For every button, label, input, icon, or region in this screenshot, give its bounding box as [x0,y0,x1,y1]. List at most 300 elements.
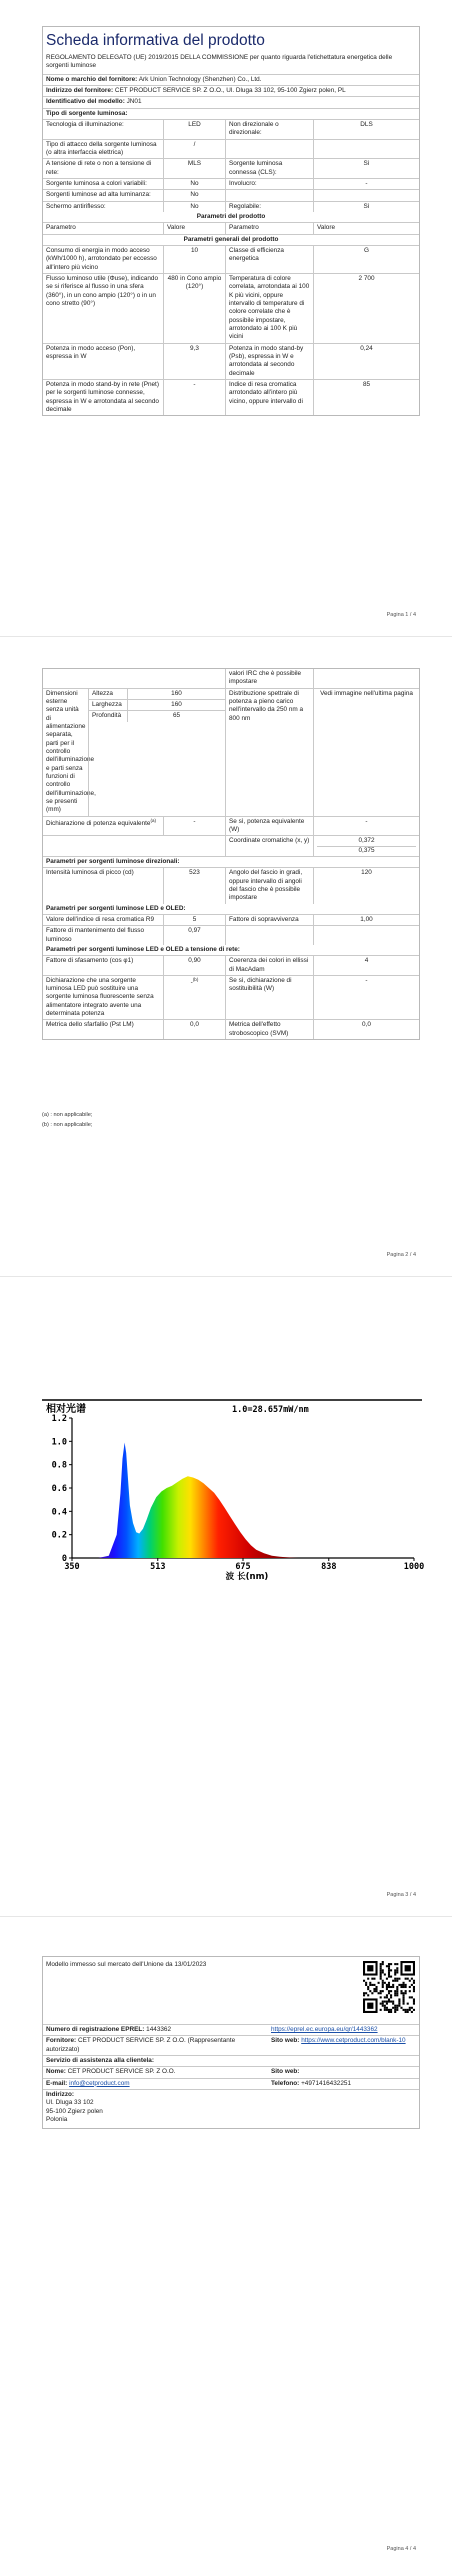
qr-module [382,2001,384,2003]
qr-module [405,1984,407,1986]
qr-module [363,1980,365,1982]
qr-module [386,1978,388,1980]
web-link[interactable]: https://www.cetproduct.com/blank-10 [301,2037,406,2045]
params-header: Parametri del prodotto [43,212,419,222]
cell-text: Angolo del fascio in gradi, oppure intervallo di angoli del fascio che è possibile impostare [229,869,303,902]
qr-module [396,1969,398,1971]
param-row [43,274,419,344]
dimension-value: 160 [127,700,225,710]
address-value: CET PRODUCT SERVICE SP. Z O.O., Ul. Dluga 33 102, 95-100 Zgierz polen, PL [114,87,346,95]
qr-module [388,1971,390,1973]
param-label-l2 [225,179,313,189]
address-block-label: Indirizzo: [46,2090,75,2098]
cell-text: 0,0 [362,1021,371,1029]
qr-module [388,1998,390,2000]
dimension-name: Altezza [92,689,113,697]
qr-module [392,1986,394,1988]
qr-module [403,1996,405,1998]
param-value-v1 [163,926,225,945]
qr-module [388,1986,390,1988]
cell-text: Metrica dello sfarfallio (Pst LM) [46,1021,134,1029]
params-colhead-row [43,223,419,234]
page-number-2: Pagina 2 / 4 [386,1252,416,1258]
qr-module [396,1967,398,1969]
qr-module [390,2009,392,2011]
param-row [43,159,419,179]
param-value-v2 [313,344,419,379]
cell-text: No [190,191,199,199]
param-label-l2 [225,140,313,159]
qr-module [380,1973,382,1975]
equiv-r-label: Se sì, potenza equivalente (W) [225,817,313,836]
cell-text: 5 [192,915,197,923]
param-value-v2 [313,976,419,1020]
qr-module [407,1978,409,1980]
qr-module [386,2009,388,2011]
x-tick-label: 1000 [403,1562,425,1572]
qr-module [398,1978,400,1980]
param-value-v1 [163,915,225,925]
market-text: Modello immesso sul mercato dell'Unione da 13/01/2023 [46,1961,207,1968]
qr-module [384,1982,386,1984]
qr-module [396,1963,398,1965]
param-value-v1 [163,202,225,212]
qr-module [413,2003,415,2005]
y-tick-label: 0 [61,1554,67,1564]
param-value-v2 [313,380,419,415]
qr-module [371,1984,373,1986]
qr-module [394,1973,396,1975]
qr-module [407,2011,409,2013]
qr-module [380,2003,382,2005]
param-value-v2 [313,956,419,975]
param-value-v2 [313,179,419,189]
qr-module [390,1969,392,1971]
cont-row [43,669,419,689]
chroma-label: Coordinate cromatiche (x, y) [225,836,313,856]
eprel-link[interactable]: https://eprel.ec.europa.eu/qr/1443362 [271,2026,378,2033]
qr-module [378,1992,380,1994]
dimension-value: 160 [127,689,225,699]
qr-module [388,1969,390,1971]
qr-module [367,1994,369,1996]
param-row [43,202,419,212]
qr-module [394,2007,396,2009]
qr-module [411,1978,413,1980]
cell-text: Classe di efficienza energetica [229,247,284,263]
cell-text: 1,00 [360,915,373,923]
spectrum-chart [42,1400,425,1582]
cell-text: 0,90 [188,957,201,965]
phone-value: +4971416432251 [301,2079,351,2087]
type-rows [43,120,419,212]
model-row [43,97,419,108]
cell-text: Fattore di sopravvivenza [229,915,299,923]
param-row [43,926,419,945]
qr-module [413,1980,415,1982]
qr-module [411,2007,413,2009]
qr-module [394,1990,396,1992]
qr-module [413,1988,415,1990]
qr-module [403,1992,405,1994]
spectral-value: Vedi immagine nell'ultima pagina [313,689,419,816]
chroma-row [43,836,419,857]
qr-module [413,2001,415,2003]
qr-module [405,2009,407,2011]
cell-text: 4 [364,957,369,965]
param-value-v2 [313,120,419,139]
qr-module [380,1971,382,1973]
address-row [43,86,419,97]
cell-text: Non direzionale o direzionale: [229,121,279,137]
qr-module [382,1986,384,1988]
param-label-l2 [225,246,313,273]
qr-module [398,2001,400,2003]
y-tick-label: 0.4 [51,1507,67,1518]
qr-module [367,1965,373,1971]
general-header-row [43,235,419,246]
header-block [43,27,419,75]
qr-module [369,1990,371,1992]
qr-module [388,1976,390,1978]
brand-label: Nome o marchio del fornitore: [46,75,138,83]
param-value-v1 [163,868,225,903]
qr-module [382,1961,384,1963]
qr-module [405,1990,407,1992]
param-label-l1 [43,120,163,139]
param-label-l2 [225,380,313,415]
email-label: E-mail: [46,2079,68,2087]
qr-module [388,1992,390,1994]
param-label-l2 [225,868,313,903]
cell-text: LED [188,121,201,129]
x-tick-label: 350 [64,1562,80,1572]
qr-module [382,2003,384,2005]
cell-text: Metrica dell'effetto stroboscopico (SVM) [229,1021,289,1037]
page-number-4: Pagina 4 / 4 [386,2546,416,2552]
qr-module [403,1982,405,1984]
type-label: Tipo di sorgente luminosa: [46,109,128,117]
param-label-l1 [43,140,163,159]
param-value-v1 [163,159,225,178]
qr-module [363,1992,365,1994]
qr-module [392,2001,394,2003]
dimension-row [89,700,225,711]
col-value-1: Valore [163,223,225,233]
qr-module [394,1969,396,1971]
service-header-row [43,2056,419,2067]
param-value-v1 [163,246,225,273]
param-label-l2 [225,120,313,139]
type-header-row [43,109,419,120]
page-number-1: Pagina 1 / 4 [386,612,416,618]
qr-module [409,1980,411,1982]
qr-module [386,2007,388,2009]
cell-text: Valore dell'indice di resa cromatica R9 [46,915,155,923]
qr-module [400,1992,402,1994]
page-2 [0,640,452,1272]
cell-text: Flusso luminoso utile (Φuse), indicando se si riferisce al flusso in una sfera (360°), in un cono ampio (120°) o in un cono stretto (90°) [46,275,159,308]
cell-text: No [190,202,199,210]
eprel-row [43,2025,419,2036]
led-rows [43,915,419,945]
qr-module [371,1978,373,1980]
general-rows [43,246,419,415]
cell-text: G [364,247,369,255]
cell-sup: (b) [192,976,199,982]
name-value: CET PRODUCT SERVICE SP. Z O.O. [67,2068,176,2076]
qr-module [386,2003,388,2005]
qr-module [407,2003,409,2005]
qr-module [380,2009,382,2011]
footnote-b: (b) : non applicabile; [42,1122,93,1128]
qr-module [396,1992,398,1994]
qr-module [367,1978,369,1980]
model-value: JN01 [126,98,142,106]
param-value-v2 [313,202,419,212]
qr-module [384,2009,386,2011]
y-tick-label: 0.2 [51,1530,67,1541]
param-row [43,140,419,160]
general-header: Parametri generali del prodotto [43,235,419,245]
market-row [43,1957,419,2025]
param-row [43,179,419,190]
qr-module [382,1984,384,1986]
brand-value: Ark Union Technology (Shenzhen) Co., Ltd. [138,75,262,83]
qr-module [378,1982,380,1984]
chart-annotation: 1.0=28.657mW/nm [232,1405,309,1415]
x-axis-label: 波 长(nm) [225,1572,269,1582]
param-label-l1 [43,159,163,178]
qr-module [394,2011,396,2013]
param-row [43,976,419,1021]
cell-text: 85 [362,380,371,388]
qr-module [398,2003,400,2005]
cell-text: No [190,180,199,188]
qr-module [384,1996,386,1998]
qr-module [380,1963,382,1965]
supplier-value: CET PRODUCT SERVICE SP. Z O.O. (Rappresentante autorizzato) [46,2037,236,2053]
cell-text: 2 700 [358,275,375,283]
cell-text: Sì [363,160,370,168]
qr-module [375,1990,377,1992]
page-number-3: Pagina 3 / 4 [386,1892,416,1898]
param-value-v2 [313,868,419,903]
qr-module [386,1996,388,1998]
param-value-v2 [313,190,419,200]
param-label-l1 [43,1020,163,1039]
qr-module [371,1992,373,1994]
cell-text: Tipo di attacco della sorgente luminosa (o altra interfaccia elettrica) [46,140,157,157]
param-value-v2 [313,140,419,159]
qr-module [380,1967,382,1969]
qr-module [384,1973,386,1975]
x-tick-label: 675 [235,1562,251,1572]
cell-text: Involucro: [229,180,257,188]
cell-text: Sorgente luminosa connessa (CLS): [229,160,283,176]
qr-module [388,2001,390,2003]
qr-module [411,1996,413,1998]
qr-module [409,2007,411,2009]
qr-module [394,1980,396,1982]
dir-header-row [43,857,419,868]
equiv-value: - [163,817,225,836]
chroma-x: 0,372 [358,837,375,845]
page-title: Scheda informativa del prodotto [46,32,265,49]
qr-module [403,2003,405,2005]
qr-module [413,1982,415,1984]
param-label-l2 [225,915,313,925]
footnote-a: (a) : non applicabile; [42,1112,93,1118]
qr-module [409,1986,411,1988]
qr-module [413,1990,415,1992]
address-label: Indirizzo del fornitore: [46,87,114,95]
cell-text: Potenza in modo stand-by in rete (Pnet) per le sorgenti luminose connesse, espressa in W e arrotondata al secondo decimale [46,380,159,413]
qr-module [363,1994,365,1996]
param-value-v2 [313,926,419,945]
qr-module [394,1978,396,1980]
model-label: Identificativo del modello: [46,98,125,106]
email-link[interactable]: info@cetproduct.com [69,2079,130,2087]
cell-text: Sì [363,202,370,210]
qr-module [392,2003,394,2005]
qr-module [398,2005,400,2007]
cell-text: - [190,978,193,986]
cell-text: Consumo di energia in modo acceso (kWh/1000 h), arrotondato per eccesso all'intero più vicino [46,247,157,271]
qr-module [396,1986,398,1988]
qr-module [369,1982,371,1984]
qr-module [396,1980,398,1982]
param-label-l1 [43,246,163,273]
qr-module [396,1971,398,1973]
param-label-l1 [43,380,163,415]
qr-module [380,1969,382,1971]
qr-module [382,1963,384,1965]
cell-text: Temperatura di colore correlata, arrotondata ai 100 K più vicini, oppure intervallo di temperature di colore correlate che è possibile impostare, arrotondato ai 100 K più vicini [229,275,310,341]
qr-module [396,1978,398,1980]
cell-text: Se sì, dichiarazione di sostituibilità (W) [229,976,292,993]
param-label-l1 [43,976,163,1020]
qr-module [396,2009,398,2011]
qr-module [369,1984,371,1986]
dimension-value: 65 [127,711,225,721]
y-tick-label: 0.8 [51,1460,67,1471]
cell-text: Fattore di sfasamento (cos φ1) [46,957,134,965]
qr-module [407,2009,409,2011]
cell-text: Coerenza dei colori in ellissi di MacAdam [229,957,309,973]
param-label-l1 [43,274,163,343]
cell-text: Sorgenti luminose ad alta luminanza: [46,191,151,199]
dir-header: Parametri per sorgenti luminose direzionali: [46,857,180,865]
dimension-row [89,689,225,700]
param-value-v2 [313,915,419,925]
cell-text: - [365,180,368,188]
qr-module [380,1992,382,1994]
product-info-table-cont [42,668,420,1040]
param-label-l1 [43,190,163,200]
cell-text: 0,24 [360,344,373,352]
param-label-l1 [43,926,163,945]
qr-module [375,1988,377,1990]
phone-label: Telefono: [271,2079,300,2087]
qr-module [396,1990,398,1992]
spectrum-area [98,1443,298,1559]
qr-module [405,1965,411,1971]
param-value-v1 [163,120,225,139]
cell-text: Sorgente luminosa a colori variabili: [46,180,147,188]
param-row [43,190,419,201]
qr-module [388,1990,390,1992]
qr-module [394,1971,396,1973]
qr-module [396,1994,398,1996]
eprel-value: 1443362 [146,2026,172,2033]
qr-module [392,2007,394,2009]
qr-module [380,1976,382,1978]
param-label-l2 [225,926,313,945]
cell-text: Dichiarazione che una sorgente luminosa LED può sostituire una sorgente luminosa fluorescente senza alimentatore integrato avente una determinata potenza [46,976,154,1018]
param-value-v1 [163,956,225,975]
page-3 [0,1280,452,1912]
y-tick-label: 1.2 [51,1414,67,1424]
qr-module [380,1978,382,1980]
service-header: Servizio di assistenza alla clientela: [46,2056,154,2064]
qr-module [390,1986,392,1988]
qr-module [386,1986,388,1988]
qr-module [388,2011,390,2013]
eprel-label: Numero di registrazione EPREL: [46,2026,145,2033]
qr-module [382,1982,384,1984]
qr-module [386,2001,388,2003]
cell-text: 523 [189,869,200,877]
led-header-row [43,904,419,915]
qr-module [373,1988,375,1990]
x-tick-label: 838 [321,1562,337,1572]
qr-module [382,1969,384,1971]
y-tick-label: 1.0 [51,1437,67,1448]
address-line-1: Ul. Dluga 33 102 [46,2099,94,2107]
mains-header: Parametri per sorgenti luminose LED e OLED a tensione di rete: [46,945,240,953]
supplier-row [43,2036,419,2056]
name-row [43,2067,419,2078]
qr-module [373,1990,375,1992]
qr-module [390,1996,392,1998]
qr-module [394,1994,396,1996]
page-1 [0,0,452,632]
qr-module [365,1984,367,1986]
qr-module [396,1988,398,1990]
qr-module [382,1990,384,1992]
cell-text: A tensione di rete o non a tensione di rete: [46,160,152,176]
qr-module [411,1984,413,1986]
qr-module [375,1986,377,1988]
qr-module [400,2007,402,2009]
supplier-table [42,1956,420,2129]
qr-module [403,2009,405,2011]
dimensions-row [43,689,419,817]
qr-module [409,1996,411,1998]
regulation-text: REGOLAMENTO DELEGATO (UE) 2019/2015 DELLA COMMISSIONE per quanto riguarda l'etichettatura energetica delle sorgenti luminose [46,54,393,70]
cell-text: Indice di resa cromatica arrotondato all'intero più vicino, oppure intervallo di [229,380,303,405]
qr-module [400,1984,402,1986]
cell-text: Potenza in modo acceso (Pon), espressa in W [46,344,136,360]
qr-code-icon [359,1957,419,2024]
qr-module [409,2009,411,2011]
qr-module [373,1978,375,1980]
qr-module [380,1965,382,1967]
qr-module [388,1967,390,1969]
param-value-v2 [313,159,419,178]
equiv-sup: (a) [150,817,156,823]
